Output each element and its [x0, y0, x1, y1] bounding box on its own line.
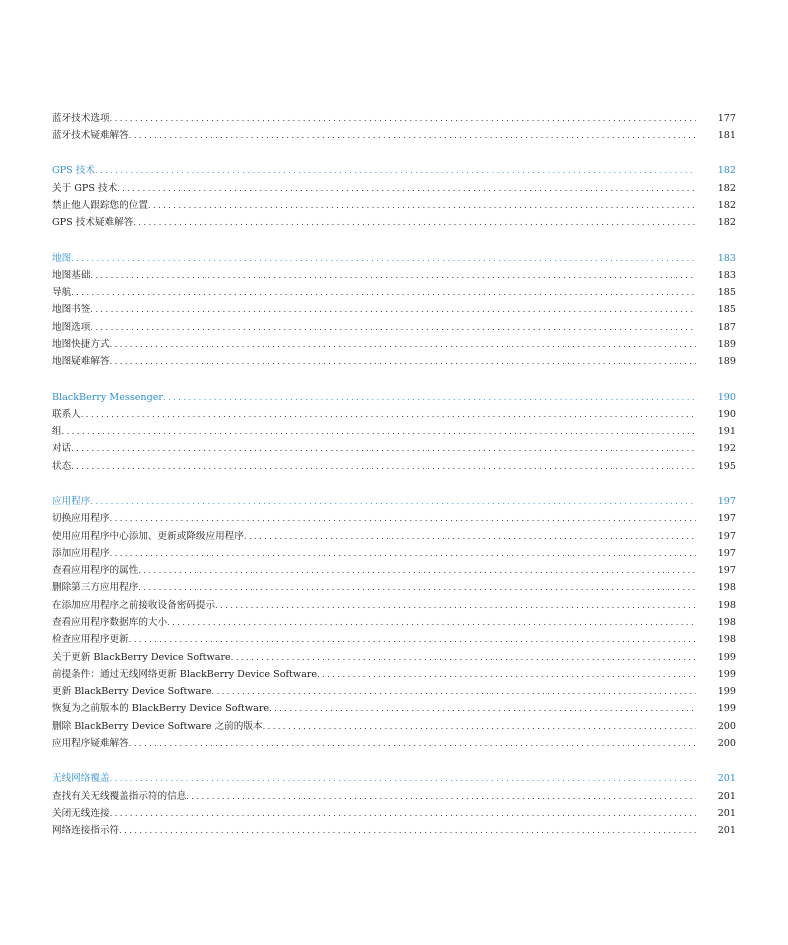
toc-entry-title: 关于 GPS 技术: [52, 182, 118, 194]
toc-entry-title: 删除 BlackBerry Device Software 之前的版本: [52, 720, 263, 732]
toc-section-heading[interactable]: [52, 250, 736, 267]
dot-leader: [117, 180, 696, 197]
toc-page-number: 197: [717, 495, 736, 507]
toc-page-number: 190: [717, 408, 736, 420]
toc-entry[interactable]: [52, 110, 736, 127]
toc-entry[interactable]: [52, 267, 736, 284]
toc-entry-title: 切换应用程序: [52, 513, 110, 525]
toc-entry[interactable]: [52, 649, 736, 666]
toc-page-number: 197: [717, 530, 736, 542]
toc-entry-title: 地图疑难解答: [52, 356, 110, 368]
toc-page-number: 201: [717, 807, 736, 819]
toc-entry[interactable]: [52, 788, 736, 805]
toc-entry[interactable]: [52, 597, 736, 614]
dot-leader: [215, 597, 696, 614]
toc-entry-title: 地图基础: [52, 269, 91, 281]
toc-entry-title: 状态: [52, 460, 72, 472]
toc-entry[interactable]: [52, 666, 736, 683]
toc-entry-title: 删除第三方应用程序: [52, 582, 139, 594]
toc-entry-title: 组: [52, 426, 62, 438]
toc-entry-title: 查看应用程序的属性: [52, 565, 139, 577]
toc-entry-title: 应用程序: [52, 495, 91, 507]
toc-page-number: 189: [717, 356, 736, 368]
toc-page-number: 182: [717, 165, 736, 177]
toc-page-number: 195: [717, 460, 736, 472]
toc-page-number: 200: [717, 720, 736, 732]
toc-entry[interactable]: [52, 562, 736, 579]
dot-leader: [71, 284, 696, 301]
toc-entry-title: 关闭无线连接: [52, 807, 110, 819]
dot-leader: [212, 683, 696, 700]
dot-leader: [138, 562, 696, 579]
toc-entry-title: GPS 技术疑难解答: [52, 217, 134, 229]
toc-page-number: 197: [717, 547, 736, 559]
toc-entry-title: 恢复为之前版本的 BlackBerry Device Software: [52, 703, 270, 715]
toc-page-number: 177: [717, 113, 736, 124]
dot-leader: [110, 510, 696, 527]
toc-entry-title: 蓝牙技术选项: [52, 113, 110, 124]
table-of-contents: [52, 110, 736, 839]
dot-leader: [119, 822, 696, 839]
section-spacer: [52, 752, 736, 770]
toc-entry[interactable]: [52, 353, 736, 370]
toc-entry-title: 禁止他人跟踪您的位置: [52, 200, 148, 212]
toc-page-number: 192: [717, 443, 736, 455]
dot-leader: [163, 389, 696, 406]
toc-page-number: 198: [717, 634, 736, 646]
dot-leader: [110, 110, 696, 127]
dot-leader: [110, 336, 696, 353]
toc-entry[interactable]: [52, 614, 736, 631]
toc-page-number: 198: [717, 582, 736, 594]
toc-entry[interactable]: [52, 700, 736, 717]
toc-entry-title: 查找有关无线覆盖指示符的信息: [52, 790, 187, 802]
section-spacer: [52, 232, 736, 250]
dot-leader: [81, 406, 696, 423]
toc-entry[interactable]: [52, 197, 736, 214]
toc-entry-title: 关于更新 BlackBerry Device Software: [52, 651, 231, 663]
dot-leader: [138, 579, 696, 596]
toc-page-number: 199: [717, 668, 736, 680]
dot-leader: [62, 423, 696, 440]
toc-page-number: 201: [717, 790, 736, 802]
dot-leader: [110, 545, 696, 562]
toc-page-number: 182: [717, 200, 736, 212]
toc-entry[interactable]: [52, 579, 736, 596]
toc-entry[interactable]: [52, 127, 736, 144]
toc-entry-title: 检查应用程序更新: [52, 634, 129, 646]
dot-leader: [90, 267, 696, 284]
toc-entry-title: 添加应用程序: [52, 547, 110, 559]
toc-entry[interactable]: [52, 214, 736, 231]
toc-entry[interactable]: [52, 319, 736, 336]
toc-page-number: 198: [717, 599, 736, 611]
toc-page-number: 191: [717, 426, 736, 438]
toc-section-heading[interactable]: [52, 770, 736, 787]
toc-page-number: 185: [717, 287, 736, 299]
toc-entry-title: 地图: [52, 252, 72, 264]
toc-entry[interactable]: [52, 336, 736, 353]
toc-page-number: 181: [717, 130, 736, 142]
dot-leader: [317, 666, 696, 683]
toc-page-number: 201: [717, 825, 736, 837]
toc-entry-title: 网络连接指示符: [52, 825, 120, 837]
toc-entry-title: 在添加应用程序之前接收设备密码提示: [52, 599, 216, 611]
dot-leader: [110, 770, 696, 787]
toc-entry[interactable]: [52, 458, 736, 475]
toc-section-heading[interactable]: [52, 389, 736, 406]
dot-leader: [90, 493, 696, 510]
dot-leader: [95, 162, 696, 179]
dot-leader: [133, 214, 696, 231]
toc-entry-title: 使用应用程序中心添加、更新或降级应用程序: [52, 530, 244, 542]
dot-leader: [231, 649, 696, 666]
section-spacer: [52, 475, 736, 493]
toc-entry[interactable]: [52, 822, 736, 839]
dot-leader: [129, 127, 696, 144]
toc-page-number: 197: [717, 513, 736, 525]
dot-leader: [129, 631, 696, 648]
toc-page-number: 189: [717, 339, 736, 351]
toc-entry[interactable]: [52, 180, 736, 197]
toc-page-number: 201: [717, 773, 736, 785]
toc-entry[interactable]: [52, 406, 736, 423]
toc-entry-title: 导航: [52, 287, 72, 299]
dot-leader: [269, 700, 696, 717]
toc-page-number: 200: [717, 738, 736, 750]
dot-leader: [263, 718, 696, 735]
toc-entry[interactable]: [52, 301, 736, 318]
section-spacer: [52, 371, 736, 389]
toc-section-heading[interactable]: [52, 493, 736, 510]
toc-entry[interactable]: [52, 805, 736, 822]
dot-leader: [90, 301, 696, 318]
dot-leader: [129, 735, 696, 752]
toc-page-number: 198: [717, 616, 736, 628]
toc-entry-title: BlackBerry Messenger: [52, 391, 164, 403]
toc-entry-title: 联系人: [52, 408, 81, 420]
toc-page-number: 185: [717, 304, 736, 316]
toc-entry[interactable]: [52, 683, 736, 700]
toc-entry-title: 更新 BlackBerry Device Software: [52, 686, 212, 698]
toc-entry[interactable]: [52, 631, 736, 648]
toc-entry-title: 地图快捷方式: [52, 339, 110, 351]
dot-leader: [71, 250, 696, 267]
toc-entry-title: 查看应用程序数据库的大小: [52, 616, 168, 628]
toc-entry-title: 对话: [52, 443, 72, 455]
toc-entry[interactable]: [52, 423, 736, 440]
dot-leader: [71, 440, 696, 457]
dot-leader: [148, 197, 696, 214]
toc-entry[interactable]: [52, 545, 736, 562]
toc-entry-title: 无线网络覆盖: [52, 773, 110, 785]
toc-entry[interactable]: [52, 735, 736, 752]
toc-entry-title: 前提条件：通过无线网络更新 BlackBerry Device Software: [52, 668, 318, 680]
toc-entry-title: 蓝牙技术疑难解答: [52, 130, 129, 142]
toc-page-number: 197: [717, 565, 736, 577]
toc-entry[interactable]: [52, 440, 736, 457]
toc-page-number: 187: [717, 321, 736, 333]
dot-leader: [71, 458, 696, 475]
toc-page-number: 199: [717, 703, 736, 715]
toc-page-number: 183: [717, 269, 736, 281]
toc-page-number: 199: [717, 651, 736, 663]
toc-entry-title: 地图选项: [52, 321, 91, 333]
toc-page-number: 182: [717, 182, 736, 194]
dot-leader: [110, 353, 696, 370]
section-spacer: [52, 145, 736, 163]
toc-entry[interactable]: [52, 718, 736, 735]
toc-page-number: 183: [717, 252, 736, 264]
toc-entry[interactable]: [52, 284, 736, 301]
dot-leader: [90, 319, 696, 336]
dot-leader: [167, 614, 696, 631]
dot-leader: [244, 528, 696, 545]
toc-entry[interactable]: [52, 510, 736, 527]
dot-leader: [110, 805, 696, 822]
toc-section-heading[interactable]: [52, 162, 736, 179]
dot-leader: [186, 788, 696, 805]
toc-entry-title: GPS 技术: [52, 165, 95, 177]
toc-page-number: 199: [717, 686, 736, 698]
toc-page-number: 190: [717, 391, 736, 403]
toc-entry-title: 应用程序疑难解答: [52, 738, 129, 750]
toc-page-number: 182: [717, 217, 736, 229]
toc-entry-title: 地图书签: [52, 304, 91, 316]
toc-entry[interactable]: [52, 528, 736, 545]
